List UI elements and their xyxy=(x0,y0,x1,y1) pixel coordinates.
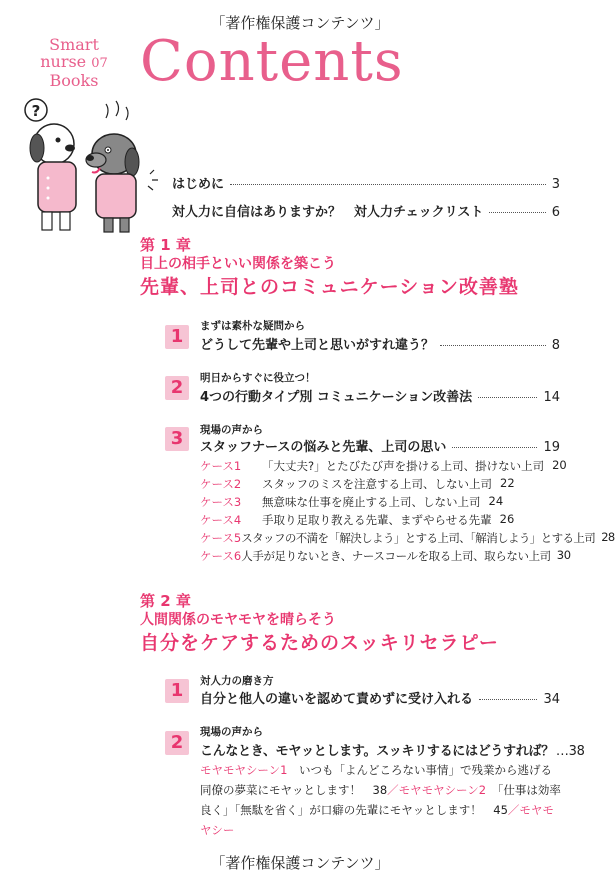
copyright-notice-bottom: 「著作権保護コンテンツ」 xyxy=(210,854,390,872)
case-page: 20 xyxy=(552,458,567,472)
toc-entry-page: 8 xyxy=(551,338,560,353)
case-item[interactable] xyxy=(200,548,570,566)
case-item[interactable] xyxy=(200,494,570,512)
toc-entry-ch2-sec1[interactable] xyxy=(200,688,560,707)
toc-entry-page: 14 xyxy=(543,390,560,405)
toc-entry-page: 38 xyxy=(568,744,585,759)
toc-entry-page: 6 xyxy=(551,205,560,220)
scene-key[interactable]: モヤモヤシー xyxy=(200,803,554,837)
case-key: ケース1 xyxy=(200,459,242,473)
section-number-badge: 2 xyxy=(165,731,189,755)
case-text: 手取り足取り教える先輩、まずやらせる先輩 xyxy=(262,513,492,527)
leader-dots xyxy=(479,699,537,700)
case-item[interactable] xyxy=(200,512,570,530)
section-number-badge: 3 xyxy=(165,427,189,451)
toc-entry-ch1-sec3[interactable] xyxy=(200,436,560,455)
scene-text: いつも「よんどころない事情」で残業から逃げる同僚の夢菜にモヤッとします！ xyxy=(200,763,552,797)
case-page: 26 xyxy=(499,512,515,526)
toc-entry-page: 19 xyxy=(543,440,560,455)
section-number-badge: 2 xyxy=(165,376,189,400)
white-dog-nurse xyxy=(30,124,76,230)
case-text: 「大丈夫?」とたびたび声を掛ける上司、掛けない上司 xyxy=(262,459,545,473)
toc-entry-introduction[interactable] xyxy=(172,173,560,192)
case-page: 22 xyxy=(500,476,515,490)
series-line-3: Books xyxy=(49,71,99,90)
scene-paragraph: モヤモヤシーン1 いつも「よんどころない事情」で残業から逃げる同僚の夢菜にモヤッとします！ 38／モヤモヤシーン2 「仕事は効率良く」「無駄を省く」が口癖の先輩にモヤッとします！ 45／モヤモヤシー xyxy=(200,763,561,837)
case-key: ケース6 xyxy=(200,549,242,563)
chapter-2-title[interactable]: 自分をケアするためのスッキリセラピー xyxy=(140,632,499,654)
toc-entry-label: スタッフナースの悩みと先輩、上司の思い xyxy=(200,440,447,455)
case-text: スタッフの不満を「解決しよう」とする上司、「解消しよう」とする上司 xyxy=(241,531,596,545)
leader-dots xyxy=(230,184,546,185)
case-page: 28 xyxy=(601,530,615,544)
toc-entry-label: 自分と他人の違いを認めて責めずに受け入れる xyxy=(200,692,474,707)
section-kicker: 対人力の磨き方 xyxy=(200,675,274,687)
section-number-badge: 1 xyxy=(165,679,189,703)
chapter-2-subtitle: 人間関係のモヤモヤを晴らそう xyxy=(140,612,336,628)
section-kicker: 現場の声から xyxy=(200,726,263,738)
scene-text: 「仕事は効率良く」「無駄を省く」が口癖の先輩にモヤッとします！ xyxy=(200,783,561,817)
toc-entry-label: 対人力に自信はありますか？ 対人力チェックリスト xyxy=(172,205,484,220)
chapter-2-label: 第 2 章 xyxy=(140,592,191,610)
toc-entry-ch1-sec2[interactable] xyxy=(200,386,560,405)
case-key: ケース5 xyxy=(200,531,242,545)
grey-dog-nurse xyxy=(86,101,158,232)
leader-dots xyxy=(440,345,546,346)
toc-entry-ch2-sec2[interactable] xyxy=(200,740,585,759)
section-number-badge: 1 xyxy=(165,325,189,349)
scene-page: 38 xyxy=(372,783,388,797)
case-page: 24 xyxy=(488,494,504,508)
toc-entry-label: どうして先輩や上司と思いがすれ違う？ xyxy=(200,338,435,353)
toc-entry-label: こんなとき、モヤッとします。スッキリするにはどうすれば？ xyxy=(200,744,554,759)
question-bubble-icon xyxy=(25,99,47,121)
case-text: 人手が足りないとき、ナースコールを取る上司、取らない上司 xyxy=(241,549,551,563)
case-key: ケース2 xyxy=(200,477,242,491)
section-kicker: 現場の声から xyxy=(200,424,263,436)
case-list xyxy=(200,458,615,566)
scene-page: 45 xyxy=(493,803,508,817)
case-item[interactable] xyxy=(200,530,615,548)
case-key: ケース3 xyxy=(200,495,242,509)
chapter-1-label: 第 1 章 xyxy=(140,236,191,254)
svg-text:?: ? xyxy=(31,102,41,120)
section-kicker: 明日からすぐに役立つ！ xyxy=(200,372,316,384)
chapter-1-title[interactable]: 先輩、上司とのコミュニケーション改善塾 xyxy=(140,276,519,298)
scene-key[interactable]: モヤモヤシーン2 xyxy=(398,783,487,797)
section-kicker: まずは素朴な疑問から xyxy=(200,320,305,332)
case-item[interactable] xyxy=(200,458,570,476)
page-title: Contents xyxy=(140,29,404,94)
toc-entry-checklist[interactable] xyxy=(172,201,560,220)
leader-dots xyxy=(489,212,545,213)
scene-key[interactable]: モヤモヤシーン1 xyxy=(200,763,288,777)
toc-entry-page: 34 xyxy=(543,692,560,707)
series-logo xyxy=(28,36,120,89)
case-page: 30 xyxy=(556,548,571,562)
series-line-2: nurse 07 xyxy=(40,52,108,71)
case-text: 無意味な仕事を廃止する上司、しない上司 xyxy=(262,495,481,509)
toc-entry-page-prefix: … xyxy=(555,744,569,759)
case-text: スタッフのミスを注意する上司、しない上司 xyxy=(262,477,492,491)
series-line-1: Smart xyxy=(49,35,99,54)
toc-entry-page: 3 xyxy=(551,177,560,192)
toc-entry-ch1-sec1[interactable] xyxy=(200,334,560,353)
copyright-notice-top: 「著作権保護コンテンツ」 xyxy=(210,14,390,32)
leader-dots xyxy=(452,447,537,448)
case-key: ケース4 xyxy=(200,513,242,527)
nurse-dogs-illustration xyxy=(10,96,160,236)
toc-entry-label: 4つの行動タイプ別 コミュニケーション改善法 xyxy=(200,390,473,405)
case-item[interactable] xyxy=(200,476,570,494)
toc-entry-label: はじめに xyxy=(172,177,225,192)
leader-dots xyxy=(478,397,537,398)
chapter-1-subtitle: 目上の相手といい関係を築こう xyxy=(140,256,336,272)
